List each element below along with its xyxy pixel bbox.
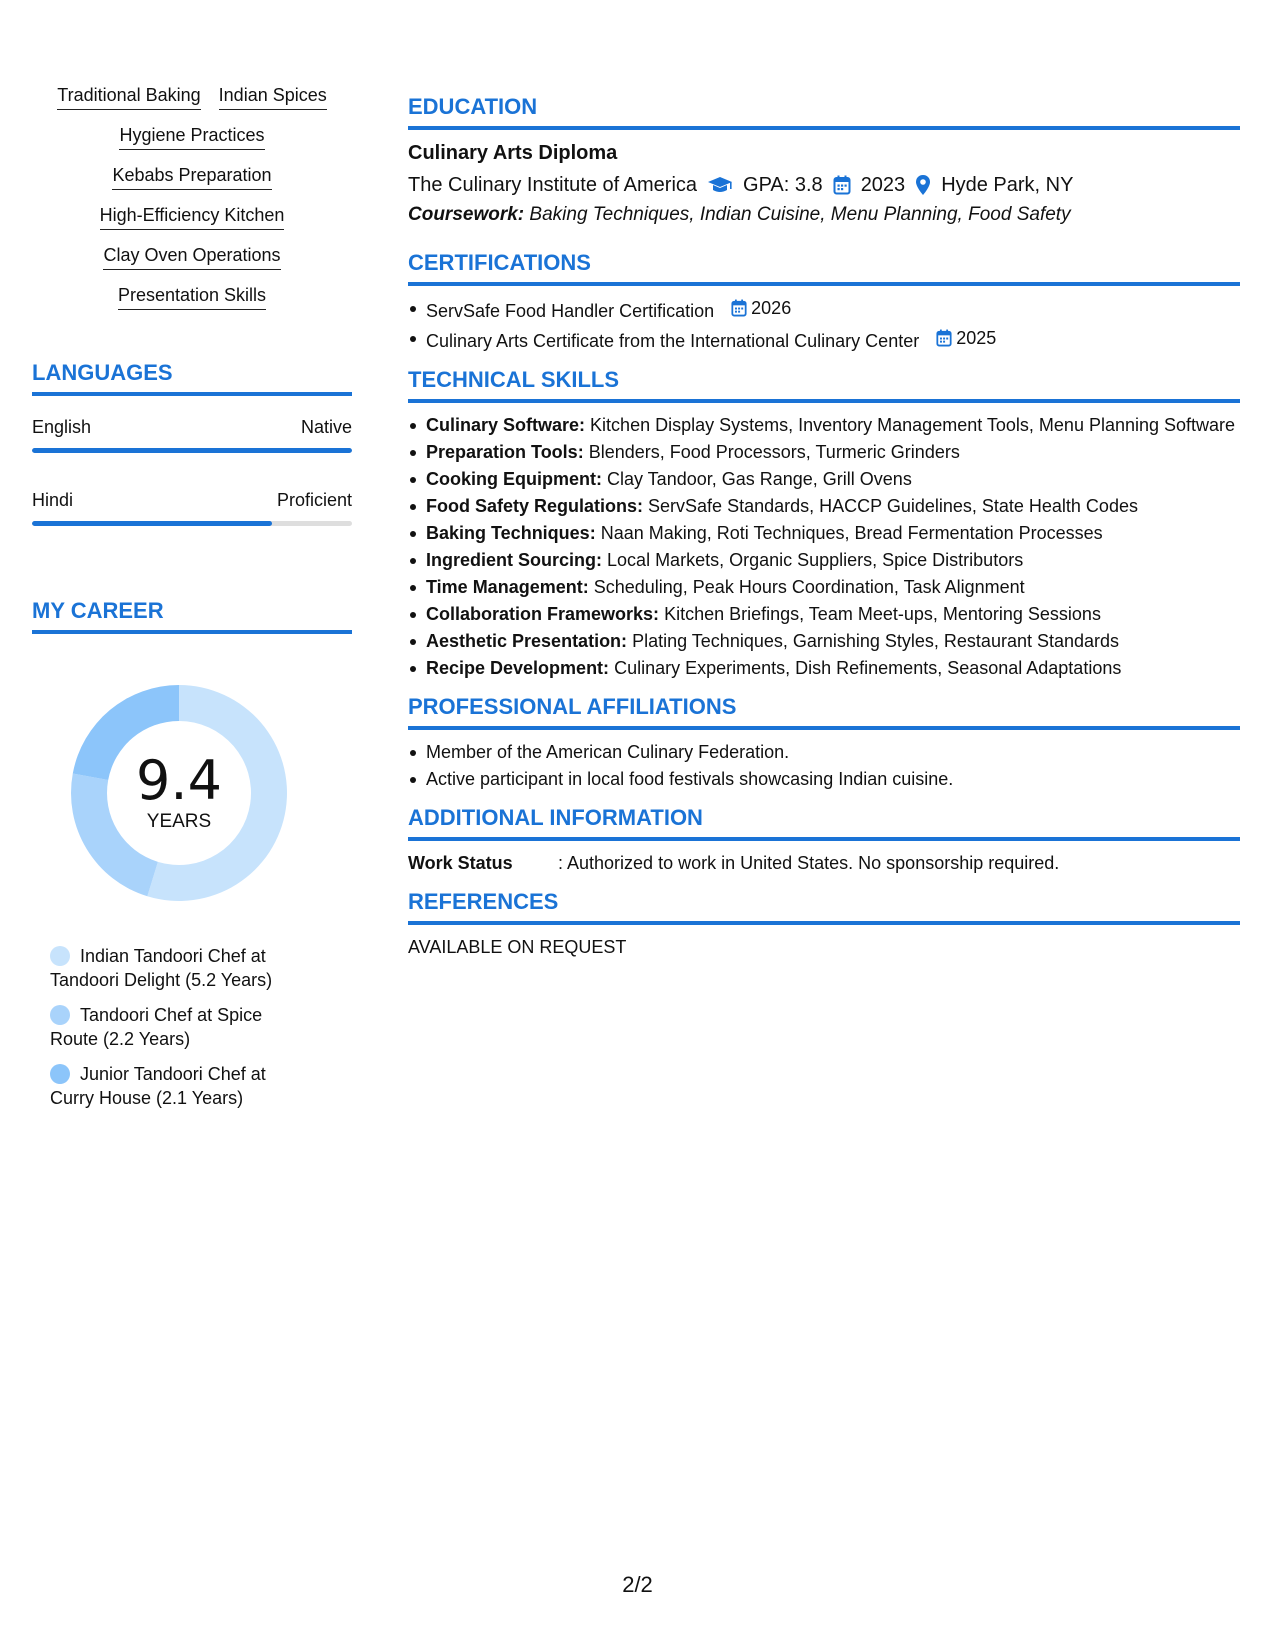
references-text: AVAILABLE ON REQUEST bbox=[408, 937, 627, 957]
education-title: EDUCATION bbox=[408, 94, 1240, 130]
technical-skill-label: Collaboration Frameworks: bbox=[426, 604, 660, 624]
career-list bbox=[32, 944, 292, 1110]
additional-info-section bbox=[408, 805, 1240, 875]
technical-skill-label: Culinary Software: bbox=[426, 415, 586, 435]
education-degree: Culinary Arts Diploma bbox=[408, 142, 618, 164]
legend-dot bbox=[50, 946, 70, 966]
skill-tag-row bbox=[32, 204, 352, 230]
career-item-label: Indian Tandoori Chef at Tandoori Delight (5.2 Years) bbox=[50, 946, 273, 990]
certifications-title: CERTIFICATIONS bbox=[408, 250, 1240, 286]
technical-skill-value: Naan Making, Roti Techniques, Bread Fermentation Processes bbox=[600, 523, 1103, 543]
technical-skill-label: Aesthetic Presentation: bbox=[426, 631, 628, 651]
language-level: Proficient bbox=[276, 490, 352, 510]
technical-skills-title: TECHNICAL SKILLS bbox=[408, 367, 1240, 403]
skill-tag: Clay Oven Operations bbox=[103, 244, 280, 270]
technical-skill-label: Preparation Tools: bbox=[426, 442, 584, 462]
skill-tag-row bbox=[32, 124, 352, 150]
technical-skill-label: Recipe Development: bbox=[426, 658, 610, 678]
legend-dot bbox=[50, 1005, 70, 1025]
language-name: Hindi bbox=[32, 490, 74, 510]
technical-skills-section bbox=[408, 367, 1240, 680]
career-title: MY CAREER bbox=[32, 598, 352, 634]
skill-tag: Kebabs Preparation bbox=[112, 164, 271, 190]
legend-dot bbox=[50, 1064, 70, 1084]
technical-skill-label: Food Safety Regulations: bbox=[426, 496, 644, 516]
language-bar-fill bbox=[32, 521, 272, 526]
education-location: Hyde Park, NY bbox=[941, 174, 1074, 196]
technical-skill-value: Kitchen Briefings, Team Meet-ups, Mentoring Sessions bbox=[664, 604, 1101, 624]
technical-skill-item bbox=[408, 440, 1240, 464]
language-item bbox=[32, 416, 352, 453]
skill-tag: Presentation Skills bbox=[118, 284, 266, 310]
affiliation-item: Member of the American Culinary Federation. bbox=[408, 740, 1240, 764]
technical-skill-value: Scheduling, Peak Hours Coordination, Task Alignment bbox=[593, 577, 1025, 597]
technical-skill-value: Clay Tandoor, Gas Range, Grill Ovens bbox=[607, 469, 912, 489]
technical-skill-item bbox=[408, 602, 1240, 626]
education-school: The Culinary Institute of America bbox=[408, 174, 698, 196]
career-total-unit: YEARS bbox=[146, 811, 212, 832]
technical-skill-item bbox=[408, 494, 1240, 518]
skill-tag: High-Efficiency Kitchen bbox=[100, 204, 285, 230]
right-column bbox=[408, 94, 1240, 973]
affiliations-title: PROFESSIONAL AFFILIATIONS bbox=[408, 694, 1240, 730]
calendar-icon bbox=[936, 329, 952, 347]
technical-skill-item bbox=[408, 575, 1240, 599]
work-status-value: : Authorized to work in United States. No sponsorship required. bbox=[558, 853, 1060, 873]
references-title: REFERENCES bbox=[408, 889, 1240, 925]
technical-skill-item bbox=[408, 467, 1240, 491]
career-item bbox=[50, 1003, 292, 1051]
affiliation-item: Active participant in local food festivals showcasing Indian cuisine. bbox=[408, 767, 1240, 791]
education-details bbox=[408, 172, 1240, 198]
career-total-years: 9.4 bbox=[136, 749, 222, 812]
location-pin-icon bbox=[915, 174, 931, 196]
technical-skill-value: Blenders, Food Processors, Turmeric Grinders bbox=[588, 442, 960, 462]
skill-tag-row bbox=[32, 164, 352, 190]
certification-year: 2025 bbox=[956, 328, 997, 348]
career-item bbox=[50, 944, 292, 992]
education-section bbox=[408, 94, 1240, 228]
graduation-cap-icon bbox=[707, 175, 733, 195]
career-item-label: Junior Tandoori Chef at Curry House (2.1 Years) bbox=[50, 1064, 266, 1108]
technical-skill-value: ServSafe Standards, HACCP Guidelines, State Health Codes bbox=[648, 496, 1138, 516]
additional-info-title: ADDITIONAL INFORMATION bbox=[408, 805, 1240, 841]
skill-tag-row bbox=[32, 84, 352, 110]
technical-skill-item bbox=[408, 521, 1240, 545]
skill-tags bbox=[32, 84, 352, 310]
technical-skill-item bbox=[408, 413, 1240, 437]
affiliations-list bbox=[408, 740, 1240, 791]
technical-skill-label: Time Management: bbox=[426, 577, 589, 597]
technical-skill-item bbox=[408, 548, 1240, 572]
certification-year: 2026 bbox=[751, 298, 792, 318]
technical-skill-value: Kitchen Display Systems, Inventory Management Tools, Menu Planning Software bbox=[590, 415, 1236, 435]
career-item-label: Tandoori Chef at Spice Route (2.2 Years) bbox=[50, 1005, 263, 1049]
donut-center bbox=[64, 678, 294, 908]
certification-item bbox=[408, 326, 1240, 353]
languages-title: LANGUAGES bbox=[32, 360, 352, 396]
language-bar bbox=[32, 521, 352, 526]
certifications-list bbox=[408, 296, 1240, 353]
certification-name: Culinary Arts Certificate from the International Culinary Center bbox=[426, 331, 920, 351]
language-item bbox=[32, 489, 352, 526]
page-number: 2/2 bbox=[622, 1572, 653, 1597]
skill-tag-row bbox=[32, 244, 352, 270]
left-column bbox=[32, 84, 352, 1121]
languages-section bbox=[32, 360, 352, 526]
language-bar bbox=[32, 448, 352, 453]
certification-name: ServSafe Food Handler Certification bbox=[426, 301, 715, 321]
skill-tag: Traditional Baking bbox=[57, 84, 200, 110]
technical-skill-label: Cooking Equipment: bbox=[426, 469, 602, 489]
coursework-value: Baking Techniques, Indian Cuisine, Menu Planning, Food Safety bbox=[529, 204, 1071, 225]
education-coursework bbox=[408, 202, 1240, 228]
technical-skills-list bbox=[408, 413, 1240, 680]
calendar-icon bbox=[833, 175, 851, 195]
education-year: 2023 bbox=[860, 174, 906, 196]
references-section bbox=[408, 889, 1240, 959]
technical-skill-item bbox=[408, 656, 1240, 680]
technical-skill-item bbox=[408, 629, 1240, 653]
language-bar-fill bbox=[32, 448, 352, 453]
technical-skill-label: Ingredient Sourcing: bbox=[426, 550, 603, 570]
coursework-label: Coursework: bbox=[408, 204, 525, 225]
education-gpa: GPA: 3.8 bbox=[743, 174, 823, 196]
career-item bbox=[50, 1062, 292, 1110]
skill-tag: Hygiene Practices bbox=[119, 124, 264, 150]
career-section bbox=[32, 598, 352, 1110]
work-status-label: Work Status bbox=[408, 853, 513, 873]
skill-tag: Indian Spices bbox=[219, 84, 327, 110]
affiliations-section bbox=[408, 694, 1240, 791]
technical-skill-label: Baking Techniques: bbox=[426, 523, 596, 543]
language-level: Native bbox=[300, 417, 352, 437]
language-name: English bbox=[32, 417, 92, 437]
certifications-section bbox=[408, 250, 1240, 353]
technical-skill-value: Plating Techniques, Garnishing Styles, Restaurant Standards bbox=[632, 631, 1120, 651]
skill-tag-row bbox=[32, 284, 352, 310]
technical-skill-value: Local Markets, Organic Suppliers, Spice Distributors bbox=[607, 550, 1024, 570]
career-donut-chart bbox=[64, 678, 294, 908]
work-status-row bbox=[408, 851, 1240, 875]
certification-item bbox=[408, 296, 1240, 323]
calendar-icon bbox=[731, 299, 747, 317]
technical-skill-value: Culinary Experiments, Dish Refinements, Seasonal Adaptations bbox=[614, 658, 1122, 678]
